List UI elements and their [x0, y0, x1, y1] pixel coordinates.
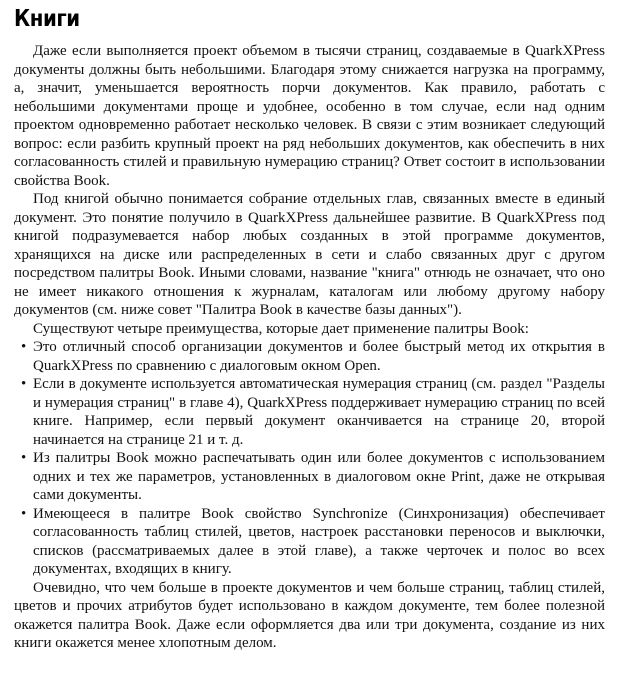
- paragraph-intro: Даже если выполняется проект объемом в тысячи страниц, создаваемые в QuarkXPress документы должны быть небольшими. Благодаря этому снижается нагрузка на программу, а, значит, уменьшается вероятность порчи документов. Как правило, работать с небольшими документами проще и удобнее, особенно в том случае, если над одним проектом одновременно работает несколько человек. В связи с этим возникает следующий вопрос: если разбить крупный проект на ряд небольших документов, как обеспечить в них согласованность стилей и правильную нумерацию страниц? Ответ состоит в использовании свойства Book.: [14, 43, 605, 189]
- bullet-marker: •: [21, 505, 27, 522]
- list-item-text: Это отличный способ организации документов и более быстрый метод их открытия в QuarkXPress по сравнению с диалоговым окном Open.: [33, 339, 605, 374]
- list-item: [14, 449, 605, 505]
- bullet-marker: •: [21, 339, 27, 355]
- bullet-marker: •: [21, 450, 27, 466]
- list-item: [14, 375, 605, 449]
- paragraph-advantages-intro: Существуют четыре преимущества, которые дает применение палитры Book:: [33, 320, 529, 337]
- advantages-list: [14, 338, 605, 579]
- paragraph-conclusion: Очевидно, что чем больше в проекте документов и чем больше страниц, таблиц стилей, цветов и прочих атрибутов будет использовано в каждом документе, тем более полезной окажется палитра Book. Даже если оформляется два или три документа, создание из них книги окажется менее хлопотным делом.: [14, 579, 605, 651]
- list-item: [14, 338, 605, 375]
- list-item: [14, 505, 605, 579]
- bullet-marker: •: [21, 376, 27, 392]
- body-text: [14, 42, 605, 653]
- list-item-text: Если в документе используется автоматическая нумерация страниц (см. раздел "Разделы и нумерация страниц" в главе 4), QuarkXPress поддерживает нумерацию страниц по всей книге. Например, если первый документ оканчивается на странице 20, второй начинается на странице 21 и т. д.: [33, 376, 605, 448]
- paragraph-book-definition: Под книгой обычно понимается собрание отдельных глав, связанных вместе в единый документ. Это понятие получило в QuarkXPress дальнейшее развитие. В QuarkXPress под книгой подразумевается набор любых созданных в этой программе документов, хранящихся на диске или распределенных в сети и слабо связанных друг с другом посредством палитры Book. Иными словами, название "книга" отнюдь не означает, что оно не имеет никакого отношения к журналам, каталогам или любому другому набору документов (см. ниже совет "Палитра Book в качестве базы данных").: [14, 191, 605, 318]
- page-title: Книги: [14, 6, 80, 32]
- list-item-text: Из палитры Book можно распечатывать один или более документов с использованием одних и тех же параметров, установленных в диалоговом окне Print, даже не открывая сами документы.: [33, 450, 605, 503]
- list-item-text: Имеющееся в палитре Book свойство Synchronize (Синхронизация) обеспечивает согласованность таблиц стилей, цветов, настроек расстановки переносов и выключки, списков (рассматриваемых далее в этой главе), а также черточек и полос во всех документах, входящих в книгу.: [33, 505, 605, 577]
